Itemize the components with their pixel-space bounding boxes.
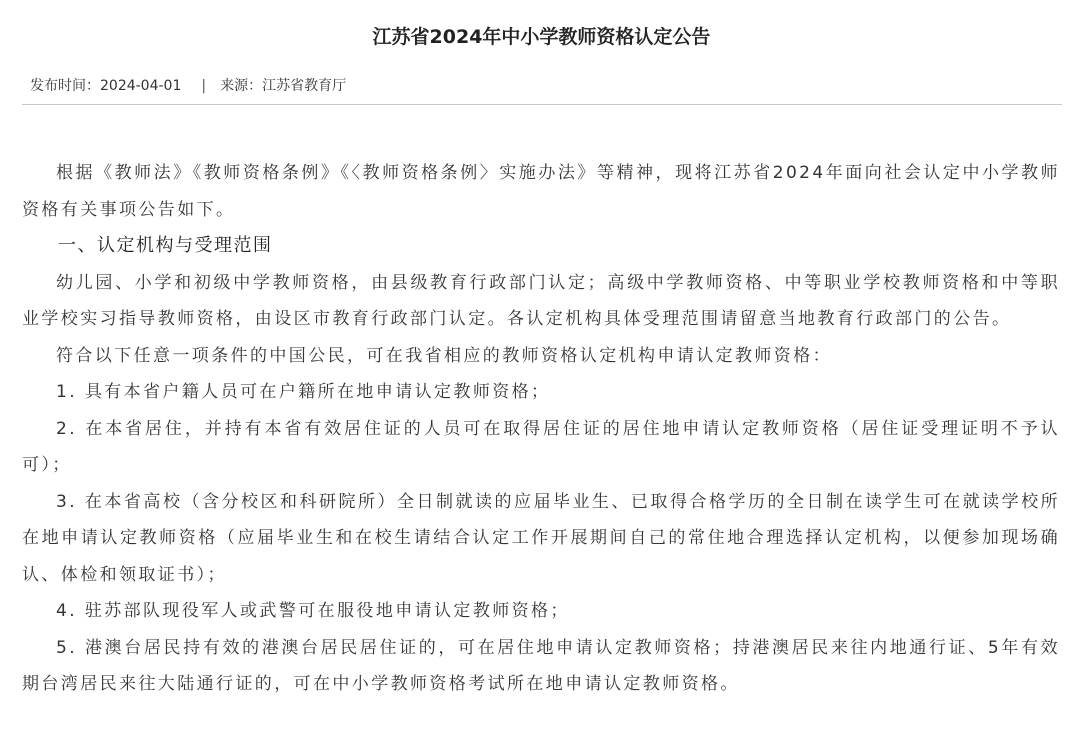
article-meta <box>30 76 346 96</box>
header-divider <box>22 104 1062 105</box>
article-title: 江苏省2024年中小学教师资格认定公告 <box>372 26 711 48</box>
body-paragraph: 幼儿园、小学和初级中学教师资格，由县级教育行政部门认定；高级中学教师资格、中等职业学校教师资格和中等职业学校实习指导教师资格，由设区市教育行政部门认定。各认定机构具体受理范围请留意当地教育行政部门的公告。 <box>22 272 1060 329</box>
body-paragraph: 符合以下任意一项条件的中国公民，可在我省相应的教师资格认定机构申请认定教师资格： <box>56 345 832 366</box>
article-body <box>22 155 1060 703</box>
list-item: 1. 具有本省户籍人员可在户籍所在地申请认定教师资格； <box>56 382 551 402</box>
section-heading: 一、认定机构与受理范围 <box>58 235 273 256</box>
meta-separator: | <box>201 78 207 94</box>
article-source: 来源：江苏省教育厅 <box>220 78 347 94</box>
list-item: 4. 驻苏部队现役军人或武警可在服役地申请认定教师资格； <box>56 601 570 621</box>
publish-time: 发布时间：2024-04-01 <box>30 78 182 94</box>
intro-paragraph: 根据《教师法》《教师资格条例》《〈教师资格条例〉实施办法》等精神，现将江苏省2024年面向社会认定中小学教师资格有关事项公告如下。 <box>22 163 1060 220</box>
list-item: 2. 在本省居住，并持有本省有效居住证的人员可在取得居住证的居住地申请认定教师资格（居住证受理证明不予认可）； <box>22 418 1060 475</box>
list-item: 5. 港澳台居民持有效的港澳台居民居住证的，可在居住地申请认定教师资格；持港澳居民来往内地通行证、5年有效期台湾居民来往大陆通行证的，可在中小学教师资格考试所在地申请认定教师资格。 <box>22 637 1060 694</box>
list-item: 3. 在本省高校（含分校区和科研院所）全日制就读的应届毕业生、已取得合格学历的全日制在读学生可在就读学校所在地申请认定教师资格（应届毕业生和在校生请结合认定工作开展期间自己的常住地合理选择认定机构，以便参加现场确认、体检和领取证书）； <box>22 491 1060 585</box>
